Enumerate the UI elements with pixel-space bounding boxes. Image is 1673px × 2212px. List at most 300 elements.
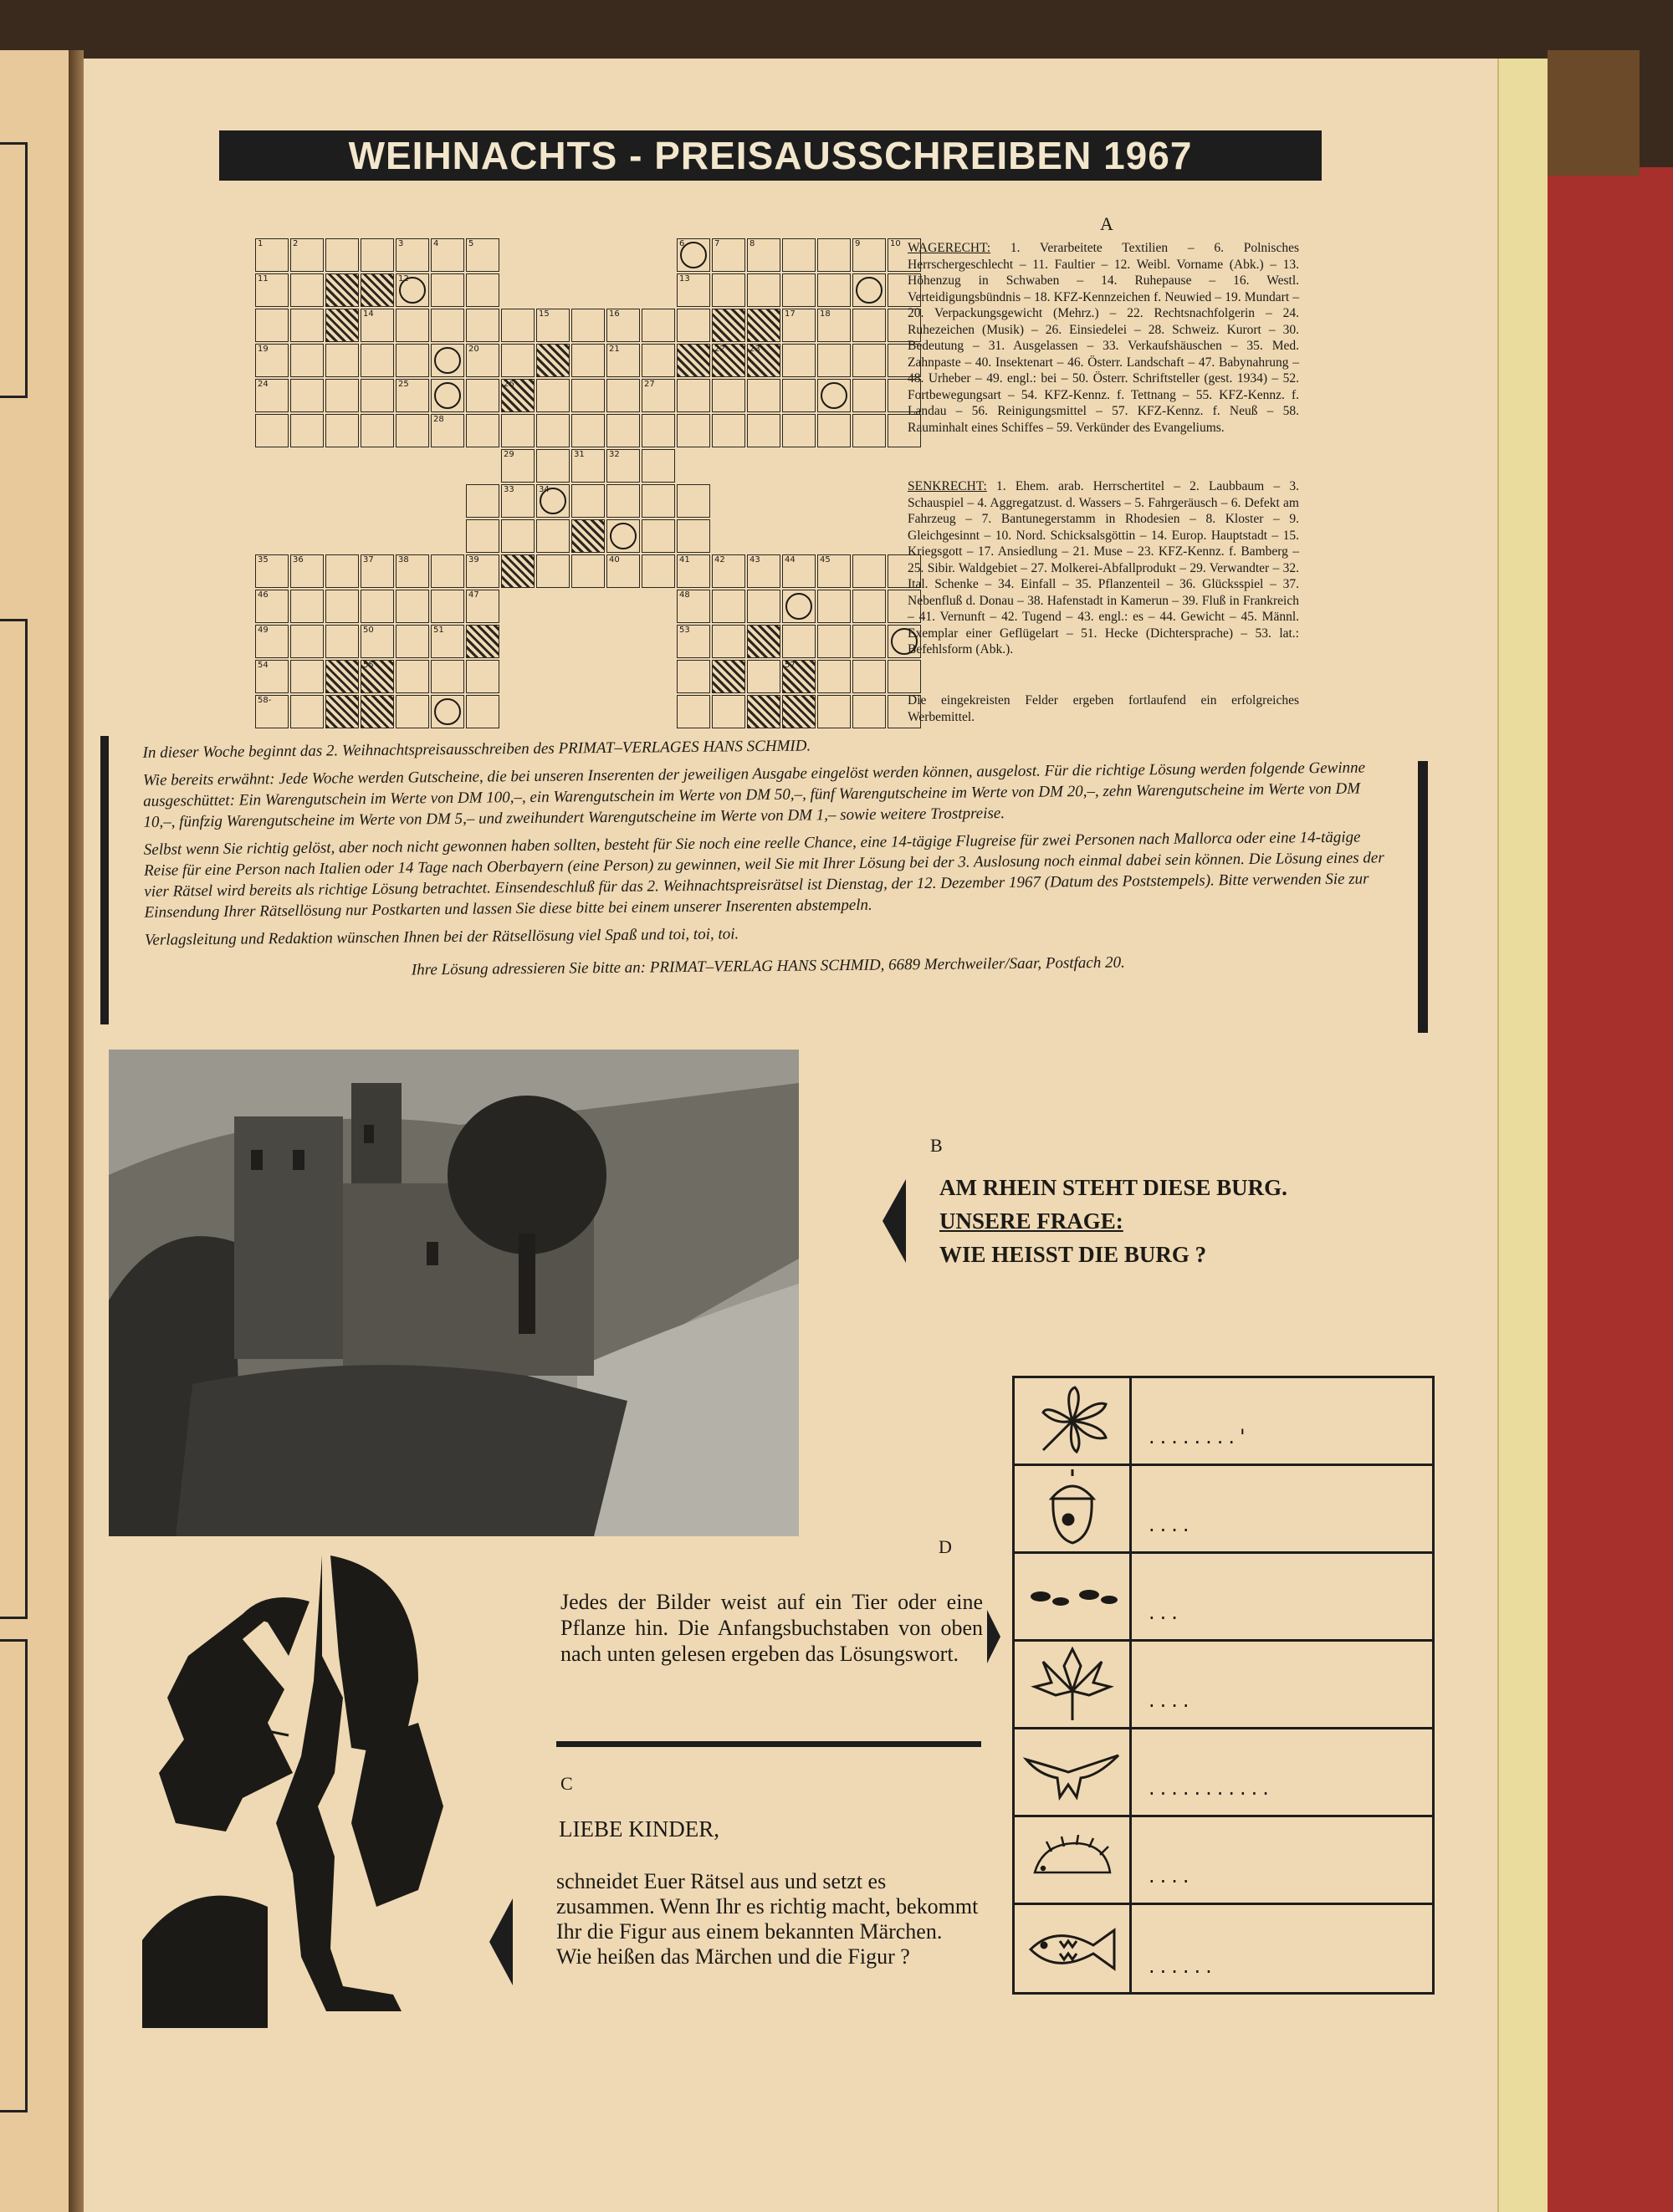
crossword-cell-number: 29 — [504, 450, 514, 459]
crossword-cell — [747, 590, 780, 623]
crossword-cell — [361, 695, 394, 728]
crossword-cell — [782, 344, 816, 377]
crossword-cell — [290, 414, 324, 447]
crossword-cell — [325, 238, 359, 272]
crossword-cell — [255, 414, 289, 447]
crossword-cell — [747, 273, 780, 307]
crossword-cell — [431, 414, 464, 447]
crossword-cell — [747, 554, 780, 588]
crossword-cell-number: 55 — [363, 661, 374, 670]
crossword-cell-number: 40 — [609, 555, 620, 564]
crossword-cell — [677, 379, 710, 412]
hedgehog-icon — [1015, 1817, 1132, 1903]
crossword-cell — [571, 379, 605, 412]
intro-paragraph: Verlagsleitung und Redaktion wünschen Ihnen bei der Rätsellösung viel Spaß und toi, toi, toi. — [144, 925, 739, 949]
castle-question-line: WIE HEISST DIE BURG ? — [939, 1242, 1207, 1267]
crossword-cell — [712, 273, 745, 307]
crossword-cell-number: 37 — [363, 555, 374, 564]
crossword-cell — [396, 590, 429, 623]
crossword-cell-number: 33 — [504, 485, 514, 494]
crossword-cell — [817, 625, 851, 658]
crossword-cell-number: 3 — [398, 239, 404, 248]
crossword-cell — [677, 695, 710, 728]
crossword-cell — [852, 379, 886, 412]
crossword-cell — [255, 590, 289, 623]
crossword-cell — [431, 554, 464, 588]
crossword-cell — [431, 625, 464, 658]
maple-leaf-icon — [1015, 1642, 1132, 1727]
crossword-cell-number: 49 — [258, 626, 269, 635]
crossword-cell — [677, 660, 710, 693]
down-clue-text: 1. Ehem. arab. Herrschertitel – 2. Laubbaum – 3. Schauspiel – 4. Aggregatzust. d. Wassers – 5. Fahrgeräusch – 6. Defekt am Fahrzeug – 7. Bantunegerstamm in Rhodesien – 8. Kloster – 9. Gleichgesinnt – 10. Nord. Schicksalsgöttin – 14. Europ. Hauptstadt – 15. Kriegsgott – 17. Ansiedlung – 21. Muse – 23. KFZ-Kennz. f. Bamberg – 25. Sibir. Waldgebiet – 27. Molkerei-Abfallprodukt – 29. Verwandter – 32. Ital. Schenke – 34. Einfall – 35. Pflanzenteil – 36. Glücksspiel – 37. Nebenfluß d. Donau – 38. Hafenstadt in Kamerun – 39. Fluß in Frankreich – 41. Vernunft – 42. Tugend – 43. engl.: es – 44. Gewicht – 45. Männl. Exemplar einer Geflügelart – 51. Hecke (Dichtersprache) – 53. lat.: Befehlsform (Abk.). — [908, 479, 1299, 656]
fish-icon — [1015, 1905, 1132, 1993]
picture-puzzle-row — [1015, 1378, 1432, 1466]
picture-puzzle-row — [1015, 1554, 1432, 1642]
crossword-cell — [290, 273, 324, 307]
crossword-cell — [677, 590, 710, 623]
castle-question-line: AM RHEIN STEHT DIESE BURG. — [939, 1175, 1287, 1200]
crossword-cell — [677, 484, 710, 518]
crossword-cell — [747, 695, 780, 728]
answer-dots: ........... — [1149, 1776, 1274, 1800]
crossword-cell — [642, 309, 675, 342]
down-heading: SENKRECHT: — [908, 479, 987, 493]
crossword-cell — [677, 309, 710, 342]
crossword-cell — [782, 414, 816, 447]
crossword-cell-number: 41 — [679, 555, 690, 564]
crossword-cell — [361, 625, 394, 658]
section-b-label: B — [930, 1135, 943, 1156]
crossword-cell — [255, 625, 289, 658]
crossword-cell-number: 13 — [679, 274, 690, 284]
crossword-cell — [501, 344, 535, 377]
crossword-cell — [852, 695, 886, 728]
circled-field-icon — [434, 347, 461, 374]
section-c-label: C — [560, 1773, 573, 1794]
crossword-cell — [817, 273, 851, 307]
crossword-cell — [571, 484, 605, 518]
crossword-cell — [361, 554, 394, 588]
crossword-cell — [431, 273, 464, 307]
crossword-cell — [466, 519, 499, 553]
section-a-label: A — [1100, 213, 1113, 234]
crossword-cell — [536, 449, 570, 483]
book-gutter — [69, 50, 84, 2212]
across-heading: WAGERECHT: — [908, 241, 991, 255]
crossword-cell-number: 57 — [785, 661, 796, 670]
crossword-cell-number: 21 — [609, 345, 620, 354]
crossword-cell — [255, 309, 289, 342]
crossword-cell-number: 22 — [714, 345, 725, 354]
crossword-cell-number: 14 — [363, 309, 374, 319]
crossword-cell — [501, 379, 535, 412]
crossword-cell-number: 26 — [504, 380, 514, 389]
crossword-cell — [677, 344, 710, 377]
crossword-cell — [677, 414, 710, 447]
crossword-cell-number: 31 — [574, 450, 585, 459]
arrow-left-icon — [489, 1898, 513, 1985]
crossword-cell — [571, 309, 605, 342]
crossword-cell-number: 51 — [433, 626, 444, 635]
crossword-cell — [396, 344, 429, 377]
crossword-cell — [255, 238, 289, 272]
crossword-cell — [642, 519, 675, 553]
crossword-cell-number: 45 — [820, 555, 831, 564]
circled-field-icon — [856, 277, 883, 304]
kids-instructions: schneidet Euer Rätsel aus und setzt es zusammen. Wenn Ihr es richtig macht, bekommt Ihr die Figur aus einem bekannten Märchen. Wie heißen das Märchen und die Figur ? — [556, 1869, 979, 1969]
crossword-cell — [325, 590, 359, 623]
crossword-cell — [431, 379, 464, 412]
crossword-cell — [466, 379, 499, 412]
crossword-cell-number: 2 — [293, 239, 299, 248]
crossword-cell — [466, 273, 499, 307]
crossword-cell — [712, 695, 745, 728]
crossword-cell-number: 9 — [855, 239, 861, 248]
crossword-cell-number: 19 — [258, 345, 269, 354]
crossword-cell-number: 5 — [468, 239, 474, 248]
crossword-cell — [255, 695, 289, 728]
cutout-puzzle-figure — [142, 1556, 473, 2028]
crossword-cell-number: 15 — [539, 309, 550, 319]
answer-dots: .... — [1149, 1513, 1195, 1536]
crossword-cell — [606, 344, 640, 377]
crossword-cell — [677, 238, 710, 272]
crossword-cell — [325, 273, 359, 307]
footprints-icon — [1015, 1554, 1132, 1639]
crossword-cell — [677, 273, 710, 307]
question-heading: UNSERE FRAGE: — [939, 1208, 1123, 1234]
crossword-cell-number: 1 — [258, 239, 263, 248]
crossword-cell — [747, 414, 780, 447]
answer-dots: ... — [1149, 1601, 1183, 1624]
picture-puzzle-row — [1015, 1817, 1432, 1905]
crossword-cell — [606, 519, 640, 553]
crossword-cell — [501, 309, 535, 342]
crossword-cell-number: 46 — [258, 590, 269, 600]
crossword-cell-number: 44 — [785, 555, 796, 564]
crossword-cell-number: 23 — [750, 345, 760, 354]
crossword-cell — [536, 344, 570, 377]
crossword-cell — [466, 484, 499, 518]
across-clues — [908, 240, 1299, 436]
crossword-cell — [642, 344, 675, 377]
crossword-cell — [325, 660, 359, 693]
crossword-cell — [396, 238, 429, 272]
crossword-cell — [782, 625, 816, 658]
crossword-cell — [747, 238, 780, 272]
contest-intro — [142, 729, 1391, 990]
crossword-cell — [817, 379, 851, 412]
crossword-cell — [325, 414, 359, 447]
page-title: WEIHNACHTS - PREISAUSSCHREIBEN 1967 — [219, 130, 1322, 181]
crossword-cell-number: 43 — [750, 555, 760, 564]
crossword-cell — [325, 344, 359, 377]
circled-fields-note: Die eingekreisten Felder ergeben fortlaufend ein erfolgreiches Werbemittel. — [908, 693, 1299, 724]
crossword-cell-number: 32 — [609, 450, 620, 459]
crossword-cell — [325, 309, 359, 342]
crossword-cell-number: 58- — [258, 696, 272, 705]
crossword-cell — [290, 660, 324, 693]
crossword-cell — [852, 273, 886, 307]
crossword-cell — [536, 519, 570, 553]
crossword-cell — [852, 309, 886, 342]
crossword-cell-number: 10 — [890, 239, 901, 248]
chestnut-leaf-icon — [1015, 1378, 1132, 1464]
circled-field-icon — [434, 382, 461, 409]
crossword-cell — [396, 554, 429, 588]
crossword-cell-number: 47 — [468, 590, 479, 600]
crossword-cell — [431, 344, 464, 377]
crossword-cell — [255, 273, 289, 307]
crossword-cell — [817, 238, 851, 272]
crossword-cell — [325, 695, 359, 728]
crossword-cell — [712, 238, 745, 272]
crossword-cell — [361, 309, 394, 342]
kids-greeting: LIEBE KINDER, — [559, 1816, 719, 1842]
crossword-cell — [852, 625, 886, 658]
crossword-cell — [396, 379, 429, 412]
intro-paragraph: Selbst wenn Sie richtig gelöst, aber noch nicht gewonnen haben sollten, besteht für Sie noch eine reelle Chance, eine 14-tägige Flugreise für zwei Personen nach Mallorca oder eine 14-tägige Reise für eine Person nach Italien oder 14 Tage nach Oberbayern (eine Person) zu gewinnen, weil Sie mit Ihrer Lösung bei der 3. Auslosung noch einmal dabei sein können. Die Lösung eines der vier Rätsel wird bereits als richtige Lösung betrachtet. Einsendeschluß für das 2. Weihnachtspreisrätsel ist Dienstag, der 12. Dezember 1967 (Datum des Poststempels). Bitte verwenden Sie zur Einsendung Ihrer Rätsellösung nur Postkarten und lassen Sie diese bitte bei einem unserer Inserenten abstempeln. — [143, 828, 1384, 922]
crossword-cell — [606, 554, 640, 588]
crossword-cell — [817, 695, 851, 728]
crossword-cell — [466, 554, 499, 588]
crossword-cell — [817, 344, 851, 377]
crossword-cell — [782, 238, 816, 272]
crossword-cell — [606, 309, 640, 342]
crossword-cell — [888, 660, 921, 693]
circled-field-icon — [680, 242, 707, 268]
crossword-cell-number: 36 — [293, 555, 304, 564]
crossword-cell — [852, 590, 886, 623]
crossword-cell — [817, 590, 851, 623]
crossword-cell — [606, 379, 640, 412]
answer-dots: ...... — [1149, 1954, 1217, 1978]
crossword-cell — [782, 273, 816, 307]
crossword-cell-number: 8 — [750, 239, 755, 248]
crossword-cell — [290, 309, 324, 342]
crossword-cell — [852, 344, 886, 377]
crossword-cell — [466, 695, 499, 728]
acorn-icon — [1015, 1466, 1132, 1551]
crossword-cell — [782, 379, 816, 412]
crossword-cell — [255, 660, 289, 693]
crossword-cell — [466, 309, 499, 342]
crossword-cell — [782, 660, 816, 693]
crossword-cell — [852, 660, 886, 693]
crossword-cell — [606, 484, 640, 518]
book-cover — [1548, 167, 1673, 2212]
crossword-cell-number: 54 — [258, 661, 269, 670]
crossword-cell — [536, 484, 570, 518]
crossword-cell — [290, 554, 324, 588]
crossword-cell-number: 16 — [609, 309, 620, 319]
crossword-cell — [747, 660, 780, 693]
crossword-cell — [536, 309, 570, 342]
crossword-cell — [747, 379, 780, 412]
mailing-address: Ihre Lösung adressieren Sie bitte an: PRIMAT–VERLAG HANS SCHMID, 6689 Merchweiler/Saar, Postfach 20. — [411, 953, 1125, 979]
book-cover-corner — [1548, 50, 1640, 176]
crossword-cell — [817, 660, 851, 693]
crossword-cell — [325, 625, 359, 658]
crossword-cell — [431, 238, 464, 272]
picture-puzzle-instructions: Jedes der Bilder weist auf ein Tier oder eine Pflanze hin. Die Anfangsbuchstaben von oben nach unten gelesen ergeben das Lösungswort. — [560, 1590, 983, 1666]
picture-puzzle-row — [1015, 1642, 1432, 1729]
crossword-cell — [431, 309, 464, 342]
crossword-cell — [782, 695, 816, 728]
picture-puzzle-row — [1015, 1905, 1432, 1993]
crossword-cell-number: 27 — [644, 380, 655, 389]
crossword-cell-number: 28 — [433, 415, 444, 424]
crossword-cell — [677, 625, 710, 658]
crossword-cell — [606, 449, 640, 483]
arrow-left-icon — [883, 1179, 906, 1263]
crossword-cell — [396, 660, 429, 693]
crossword-cell — [642, 554, 675, 588]
castle-photo — [109, 1050, 799, 1536]
answer-dots: .... — [1149, 1864, 1195, 1888]
bird-icon — [1015, 1729, 1132, 1815]
crossword-cell — [431, 590, 464, 623]
crossword-cell — [501, 554, 535, 588]
crossword-cell — [677, 554, 710, 588]
crossword-cell-number: 39 — [468, 555, 479, 564]
crossword-cell — [431, 695, 464, 728]
crossword-cell — [817, 554, 851, 588]
crossword-cell — [396, 309, 429, 342]
across-clue-text: 1. Verarbeitete Textilien – 6. Polnisches Herrschergeschlecht – 11. Faultier – 12. Weibl. Vorname (Abk.) – 13. Höhenzug in Schwaben – 14. Ruhepause – 16. Westl. Verteidigungsbündnis – 18. KFZ-Kennzeichen f. Neuwied – 19. Mundart – 20. Verpackungsgewicht (Mehrz.) – 22. Rechtsnachfolgerin – 24. Ruhezeichen (Musik) – 26. Einsiedelei – 28. Schweiz. Kurort – 30. Bedeutung – 31. Ausgelassen – 33. Verkaufshäuschen – 35. Med. Zahnpaste – 40. Insektenart – 46. Österr. Landschaft – 47. Babynahrung – 48. Urheber – 49. engl.: bei – 50. Österr. Schriftsteller (gest. 1934) – 52. Fortbewegungsart – 54. KFZ-Kennz. f. Tettnang – 55. KFZ-Kennz. f. Landau – 56. Reinigungsmittel – 57. KFZ-Kennz. f. Neuß – 58. Rauminhalt eines Schiffes – 59. Verkünder des Evangeliums. — [908, 241, 1299, 435]
crossword-cell — [571, 519, 605, 553]
crossword-cell — [361, 273, 394, 307]
crossword-cell-number: 50 — [363, 626, 374, 635]
crossword-cell — [536, 379, 570, 412]
circled-field-icon — [434, 698, 461, 725]
crossword-cell — [290, 695, 324, 728]
circled-field-icon — [610, 523, 637, 549]
crossword-cell — [571, 414, 605, 447]
crossword-cell-number: 7 — [714, 239, 720, 248]
answer-dots: ........' — [1149, 1425, 1251, 1448]
crossword-cell — [361, 660, 394, 693]
crossword-cell — [747, 309, 780, 342]
circled-field-icon — [540, 488, 566, 514]
crossword-cell — [782, 554, 816, 588]
crossword-cell-number: 34 — [539, 485, 550, 494]
crossword-cell — [536, 414, 570, 447]
crossword-cell — [782, 309, 816, 342]
picture-puzzle-row — [1015, 1466, 1432, 1554]
crossword-cell-number: 42 — [714, 555, 725, 564]
crossword-cell — [466, 590, 499, 623]
crossword-cell — [501, 484, 535, 518]
crossword-cell — [817, 309, 851, 342]
crossword-cell — [325, 554, 359, 588]
crossword-cell — [431, 660, 464, 693]
picture-puzzle-grid — [1012, 1376, 1435, 1995]
crossword-cell — [501, 519, 535, 553]
crossword-cell — [712, 625, 745, 658]
crossword-cell — [712, 414, 745, 447]
answer-dots: .... — [1149, 1688, 1195, 1712]
section-d-label: D — [939, 1536, 952, 1557]
crossword-cell — [466, 660, 499, 693]
crossword-cell — [396, 414, 429, 447]
crossword-cell — [817, 414, 851, 447]
crossword-cell — [361, 238, 394, 272]
crossword-cell — [396, 273, 429, 307]
circled-field-icon — [821, 382, 847, 409]
crossword-cell-number: 24 — [258, 380, 269, 389]
circled-field-icon — [785, 593, 812, 620]
crossword-cell — [290, 379, 324, 412]
arrow-right-icon — [987, 1610, 1000, 1663]
crossword-cell — [782, 590, 816, 623]
crossword-cell-number: 17 — [785, 309, 796, 319]
crossword-cell — [255, 344, 289, 377]
crossword-cell — [677, 519, 710, 553]
crossword-cell — [747, 344, 780, 377]
crossword-cell-number: 20 — [468, 345, 479, 354]
page-edges — [1497, 59, 1549, 2212]
crossword-cell — [466, 625, 499, 658]
crossword-cell — [466, 344, 499, 377]
crossword-cell — [325, 379, 359, 412]
crossword-cell-number: 38 — [398, 555, 409, 564]
crossword-cell — [536, 554, 570, 588]
crossword-cell-number: 4 — [433, 239, 439, 248]
crossword-cell — [712, 660, 745, 693]
crossword-cell — [712, 379, 745, 412]
crossword-cell — [361, 379, 394, 412]
intro-paragraph: Wie bereits erwähnt: Jede Woche werden Gutscheine, die bei unseren Inserenten der jeweiligen Ausgabe eingelöst werden können, ausgelost. Für die richtige Lösung werden folgende Gewinne ausgeschüttet: Ein Warengutschein im Werte von DM 100,–, ein Warengutschein im Werte von DM 50,–, fünf Warengutscheine im Werte von DM 20,–, zehn Warengutscheine im Werte von DM 10,–, fünfzig Warengutscheine im Werte von DM 5,– und zweihundert Warengutscheine im Werte von DM 1,– sowie weitere Trostpreise. — [142, 759, 1366, 831]
crossword-cell — [255, 554, 289, 588]
crossword-cell — [396, 695, 429, 728]
decorative-bar-left — [100, 736, 109, 1024]
crossword-cell — [571, 449, 605, 483]
crossword-cell-number: 48 — [679, 590, 690, 600]
crossword-cell — [852, 554, 886, 588]
crossword-cell — [290, 238, 324, 272]
crossword-cell — [466, 414, 499, 447]
crossword-cell — [642, 414, 675, 447]
crossword-cell — [571, 344, 605, 377]
crossword-cell-number: 6 — [679, 239, 685, 248]
left-page-edge — [0, 50, 71, 2212]
crossword-cell — [361, 344, 394, 377]
crossword-cell-number: 53 — [679, 626, 690, 635]
crossword-cell — [606, 414, 640, 447]
crossword-cell — [466, 238, 499, 272]
crossword-cell — [642, 449, 675, 483]
decorative-bar-right — [1418, 761, 1428, 1033]
crossword-cell — [712, 554, 745, 588]
crossword-cell — [571, 554, 605, 588]
crossword-cell-number: 11 — [258, 274, 269, 284]
crossword-cell — [501, 449, 535, 483]
crossword-cell — [290, 344, 324, 377]
crossword-cell — [290, 590, 324, 623]
intro-paragraph: In dieser Woche beginnt das 2. Weihnachtspreisausschreiben des PRIMAT–VERLAGES HANS SCHMID. — [142, 737, 811, 762]
crossword-cell — [712, 309, 745, 342]
crossword-cell-number: 18 — [820, 309, 831, 319]
crossword-cell — [712, 590, 745, 623]
crossword-cell-number: 25 — [398, 380, 409, 389]
down-clues — [908, 478, 1299, 658]
crossword-cell — [255, 379, 289, 412]
crossword-cell — [712, 344, 745, 377]
crossword-cell-number: 35 — [258, 555, 269, 564]
crossword-cell — [396, 625, 429, 658]
crossword-cell-number: 12 — [398, 274, 409, 284]
